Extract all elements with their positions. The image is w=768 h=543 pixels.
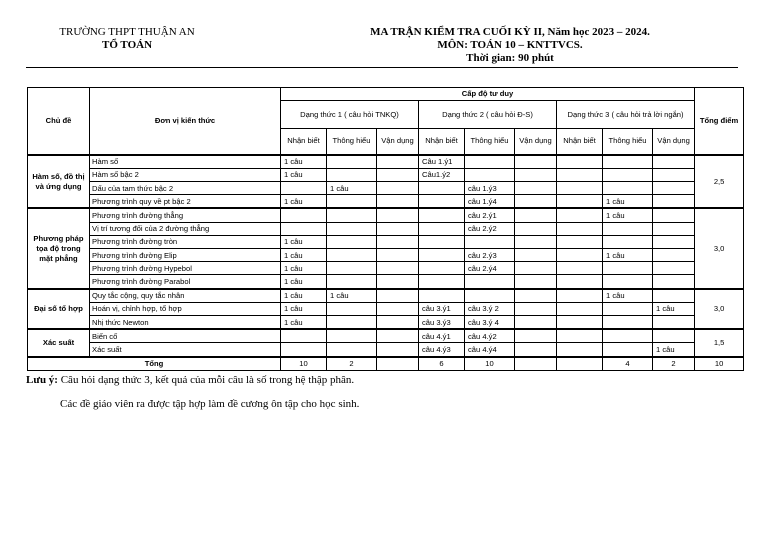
matrix-cell: câu 2.ý1 xyxy=(465,208,515,222)
matrix-cell: câu 1.ý4 xyxy=(465,195,515,209)
unit-cell: Nhị thức Newton xyxy=(90,315,281,329)
matrix-cell xyxy=(327,275,377,289)
matrix-cell xyxy=(465,275,515,289)
f1-apply-header: Vận dụng xyxy=(377,129,419,155)
matrix-cell: 1 câu xyxy=(653,302,695,315)
matrix-cell xyxy=(281,208,327,222)
matrix-cell: câu 3.ý1 xyxy=(419,302,465,315)
matrix-cell xyxy=(327,329,377,343)
matrix-cell xyxy=(653,289,695,303)
f2-know-header: Nhận biết xyxy=(419,129,465,155)
topic-score-cell: 2,5 xyxy=(695,155,744,209)
matrix-cell xyxy=(603,343,653,357)
unit-cell: Phương trình đường Parabol xyxy=(90,275,281,289)
unit-cell: Hàm số xyxy=(90,155,281,169)
matrix-cell: câu 2.ý3 xyxy=(465,249,515,262)
exam-time: Thời gian: 90 phút xyxy=(466,52,554,64)
matrix-cell xyxy=(327,315,377,329)
matrix-cell xyxy=(603,222,653,235)
matrix-cell: 1 câu xyxy=(603,289,653,303)
matrix-cell xyxy=(653,182,695,195)
matrix-cell xyxy=(515,343,557,357)
topic-score-cell: 1,5 xyxy=(695,329,744,356)
matrix-cell xyxy=(419,182,465,195)
matrix-cell xyxy=(557,182,603,195)
matrix-cell: 1 câu xyxy=(327,182,377,195)
matrix-cell xyxy=(465,168,515,181)
matrix-cell xyxy=(327,302,377,315)
matrix-cell xyxy=(603,315,653,329)
school-header xyxy=(52,26,202,52)
topic-cell: Đại số tổ hợp xyxy=(28,289,90,330)
matrix-cell xyxy=(281,222,327,235)
table-row xyxy=(28,302,744,315)
matrix-cell xyxy=(603,329,653,343)
matrix-cell xyxy=(603,155,653,169)
matrix-cell xyxy=(515,329,557,343)
matrix-cell xyxy=(377,155,419,169)
total-cell: 10 xyxy=(281,357,327,371)
matrix-cell xyxy=(603,168,653,181)
total-cell: 10 xyxy=(465,357,515,371)
matrix-table xyxy=(27,87,744,371)
matrix-cell xyxy=(653,329,695,343)
matrix-cell xyxy=(515,155,557,169)
matrix-cell xyxy=(419,235,465,248)
matrix-cell xyxy=(653,195,695,209)
note-text: Câu hỏi dạng thức 3, kết quả của mỗi câu là số trong hệ thập phân. xyxy=(57,374,355,386)
matrix-cell xyxy=(377,343,419,357)
matrix-cell xyxy=(603,262,653,275)
matrix-cell xyxy=(515,249,557,262)
matrix-cell xyxy=(653,222,695,235)
matrix-cell xyxy=(515,262,557,275)
matrix-cell xyxy=(327,208,377,222)
matrix-cell xyxy=(515,302,557,315)
total-cell: 6 xyxy=(419,357,465,371)
matrix-cell: 1 câu xyxy=(281,168,327,181)
f3-understand-header: Thông hiểu xyxy=(603,129,653,155)
table-row xyxy=(28,329,744,343)
unit-cell: Phương trình đường Hypebol xyxy=(90,262,281,275)
matrix-cell: câu 3.ý 4 xyxy=(465,315,515,329)
topic-score-cell: 3,0 xyxy=(695,208,744,288)
table-row xyxy=(28,222,744,235)
matrix-cell xyxy=(515,168,557,181)
note-line-2: Các đề giáo viên ra được tập hợp làm đề cương ôn tập cho học sinh. xyxy=(60,398,360,410)
matrix-cell: 1 câu xyxy=(281,195,327,209)
matrix-cell xyxy=(281,343,327,357)
matrix-cell: 1 câu xyxy=(603,249,653,262)
matrix-cell xyxy=(419,222,465,235)
department-name: TỔ TOÁN xyxy=(101,39,153,51)
matrix-cell xyxy=(557,249,603,262)
unit-cell: Biến cố xyxy=(90,329,281,343)
matrix-cell xyxy=(327,222,377,235)
topic-cell: Phương pháp tọa độ trong mặt phẳng xyxy=(28,208,90,288)
form1-header: Dạng thức 1 ( câu hỏi TNKQ) xyxy=(281,101,419,129)
matrix-cell xyxy=(603,182,653,195)
total-cell: 2 xyxy=(653,357,695,371)
total-cell xyxy=(515,357,557,371)
matrix-cell xyxy=(557,168,603,181)
table-row xyxy=(28,289,744,303)
matrix-cell xyxy=(377,208,419,222)
f1-understand-header: Thông hiểu xyxy=(327,129,377,155)
matrix-cell xyxy=(377,222,419,235)
matrix-cell xyxy=(515,315,557,329)
table-row xyxy=(28,168,744,181)
table-row xyxy=(28,195,744,209)
matrix-cell xyxy=(377,329,419,343)
table-row xyxy=(28,249,744,262)
f2-understand-header: Thông hiểu xyxy=(465,129,515,155)
table-row xyxy=(28,262,744,275)
matrix-cell xyxy=(377,168,419,181)
unit-cell: Phương trình đường tròn xyxy=(90,235,281,248)
matrix-cell: 1 câu xyxy=(327,289,377,303)
unit-cell: Hoán vị, chỉnh hợp, tổ hợp xyxy=(90,302,281,315)
matrix-cell: 1 câu xyxy=(281,275,327,289)
matrix-cell xyxy=(327,155,377,169)
matrix-cell: câu 4.ý1 xyxy=(419,329,465,343)
form3-header: Dạng thức 3 ( câu hỏi trả lời ngắn) xyxy=(557,101,695,129)
matrix-cell: câu 3.ý 2 xyxy=(465,302,515,315)
matrix-cell xyxy=(377,315,419,329)
f3-know-header: Nhận biết xyxy=(557,129,603,155)
matrix-cell: 1 câu xyxy=(281,315,327,329)
unit-cell: Hàm số bậc 2 xyxy=(90,168,281,181)
table-row xyxy=(28,208,744,222)
matrix-cell: 1 câu xyxy=(281,289,327,303)
unit-cell: Phương trình đường thẳng xyxy=(90,208,281,222)
exam-subject: MÔN: TOÁN 10 – KNTTVCS. xyxy=(437,39,583,51)
matrix-cell xyxy=(377,289,419,303)
matrix-cell xyxy=(653,155,695,169)
matrix-cell xyxy=(419,249,465,262)
total-cell xyxy=(557,357,603,371)
matrix-cell xyxy=(281,182,327,195)
note-line xyxy=(26,374,354,387)
matrix-cell xyxy=(557,195,603,209)
matrix-cell xyxy=(377,195,419,209)
f1-know-header: Nhận biết xyxy=(281,129,327,155)
matrix-cell xyxy=(653,235,695,248)
matrix-cell xyxy=(465,235,515,248)
header-divider xyxy=(26,67,738,68)
topic-score-cell: 3,0 xyxy=(695,289,744,330)
total-cell: 2 xyxy=(327,357,377,371)
matrix-cell xyxy=(419,275,465,289)
matrix-cell xyxy=(557,275,603,289)
matrix-cell xyxy=(377,249,419,262)
col-level-header: Cấp độ tư duy xyxy=(281,88,695,101)
school-name: TRƯỜNG THPT THUẬN AN xyxy=(59,26,195,38)
matrix-cell xyxy=(419,195,465,209)
total-cell: 4 xyxy=(603,357,653,371)
matrix-cell: 1 câu xyxy=(281,249,327,262)
matrix-cell xyxy=(327,262,377,275)
table-row xyxy=(28,182,744,195)
table-row xyxy=(28,235,744,248)
col-unit-header: Đơn vị kiến thức xyxy=(90,88,281,155)
matrix-cell xyxy=(419,262,465,275)
matrix-cell xyxy=(465,155,515,169)
matrix-cell xyxy=(377,275,419,289)
matrix-cell xyxy=(557,208,603,222)
matrix-cell xyxy=(377,262,419,275)
matrix-cell xyxy=(327,343,377,357)
matrix-cell xyxy=(557,262,603,275)
f3-apply-header: Vận dụng xyxy=(653,129,695,155)
matrix-cell xyxy=(515,182,557,195)
matrix-cell: 1 câu xyxy=(603,208,653,222)
matrix-cell: câu 3.ý3 xyxy=(419,315,465,329)
matrix-cell xyxy=(557,302,603,315)
f2-apply-header: Vận dụng xyxy=(515,129,557,155)
unit-cell: Vị trí tương đối của 2 đường thẳng xyxy=(90,222,281,235)
matrix-cell xyxy=(557,155,603,169)
matrix-cell: 1 câu xyxy=(603,195,653,209)
matrix-cell xyxy=(653,208,695,222)
table-row xyxy=(28,275,744,289)
matrix-cell: câu 4.ý4 xyxy=(465,343,515,357)
matrix-cell xyxy=(557,329,603,343)
matrix-cell xyxy=(419,289,465,303)
topic-cell: Hàm số, đồ thị và ứng dụng xyxy=(28,155,90,209)
exam-header xyxy=(300,26,720,65)
total-row xyxy=(28,357,744,371)
matrix-cell: câu 4.ý2 xyxy=(465,329,515,343)
table-row xyxy=(28,315,744,329)
unit-cell: Xác suất xyxy=(90,343,281,357)
matrix-cell xyxy=(377,235,419,248)
matrix-cell xyxy=(603,235,653,248)
col-topic-header: Chủ đề xyxy=(28,88,90,155)
matrix-cell xyxy=(327,249,377,262)
note-label: Lưu ý: xyxy=(26,374,58,386)
matrix-cell xyxy=(419,208,465,222)
unit-cell: Phương trình quy về pt bậc 2 xyxy=(90,195,281,209)
matrix-cell xyxy=(515,208,557,222)
matrix-cell xyxy=(653,168,695,181)
matrix-cell: 1 câu xyxy=(281,155,327,169)
matrix-cell xyxy=(515,222,557,235)
form2-header: Dạng thức 2 ( câu hỏi Đ-S) xyxy=(419,101,557,129)
matrix-cell xyxy=(653,262,695,275)
matrix-cell xyxy=(515,195,557,209)
matrix-cell xyxy=(653,275,695,289)
topic-cell: Xác suất xyxy=(28,329,90,356)
unit-cell: Dấu của tam thức bậc 2 xyxy=(90,182,281,195)
matrix-cell: 1 câu xyxy=(281,262,327,275)
table-row xyxy=(28,155,744,169)
matrix-cell xyxy=(377,182,419,195)
matrix-cell xyxy=(515,235,557,248)
total-label: Tổng xyxy=(28,357,281,371)
matrix-cell xyxy=(557,235,603,248)
matrix-cell xyxy=(327,168,377,181)
matrix-cell xyxy=(327,235,377,248)
matrix-cell: câu 2.ý4 xyxy=(465,262,515,275)
matrix-cell xyxy=(557,222,603,235)
matrix-cell xyxy=(281,329,327,343)
matrix-cell xyxy=(377,302,419,315)
matrix-cell: câu 2.ý2 xyxy=(465,222,515,235)
total-cell: 10 xyxy=(695,357,744,371)
matrix-cell xyxy=(557,343,603,357)
exam-title: MA TRẬN KIỂM TRA CUỐI KỲ II, Năm học 2023 – 2024. xyxy=(370,26,650,38)
matrix-cell xyxy=(603,302,653,315)
matrix-cell: 1 câu xyxy=(281,235,327,248)
matrix-cell: câu 1.ý3 xyxy=(465,182,515,195)
matrix-cell: Câu1.ý2 xyxy=(419,168,465,181)
total-cell xyxy=(377,357,419,371)
matrix-cell xyxy=(603,275,653,289)
unit-cell: Phương trình đường Elip xyxy=(90,249,281,262)
matrix-cell: câu 4.ý3 xyxy=(419,343,465,357)
table-row xyxy=(28,343,744,357)
matrix-cell xyxy=(327,195,377,209)
matrix-cell xyxy=(515,289,557,303)
matrix-cell xyxy=(465,289,515,303)
matrix-cell xyxy=(515,275,557,289)
matrix-cell xyxy=(557,289,603,303)
unit-cell: Quy tắc cộng, quy tắc nhân xyxy=(90,289,281,303)
matrix-cell xyxy=(557,315,603,329)
matrix-cell: 1 câu xyxy=(281,302,327,315)
matrix-cell: Câu 1.ý1 xyxy=(419,155,465,169)
matrix-cell xyxy=(653,315,695,329)
col-total-header: Tổng điểm xyxy=(695,88,744,155)
matrix-cell xyxy=(653,249,695,262)
matrix-cell: 1 câu xyxy=(653,343,695,357)
